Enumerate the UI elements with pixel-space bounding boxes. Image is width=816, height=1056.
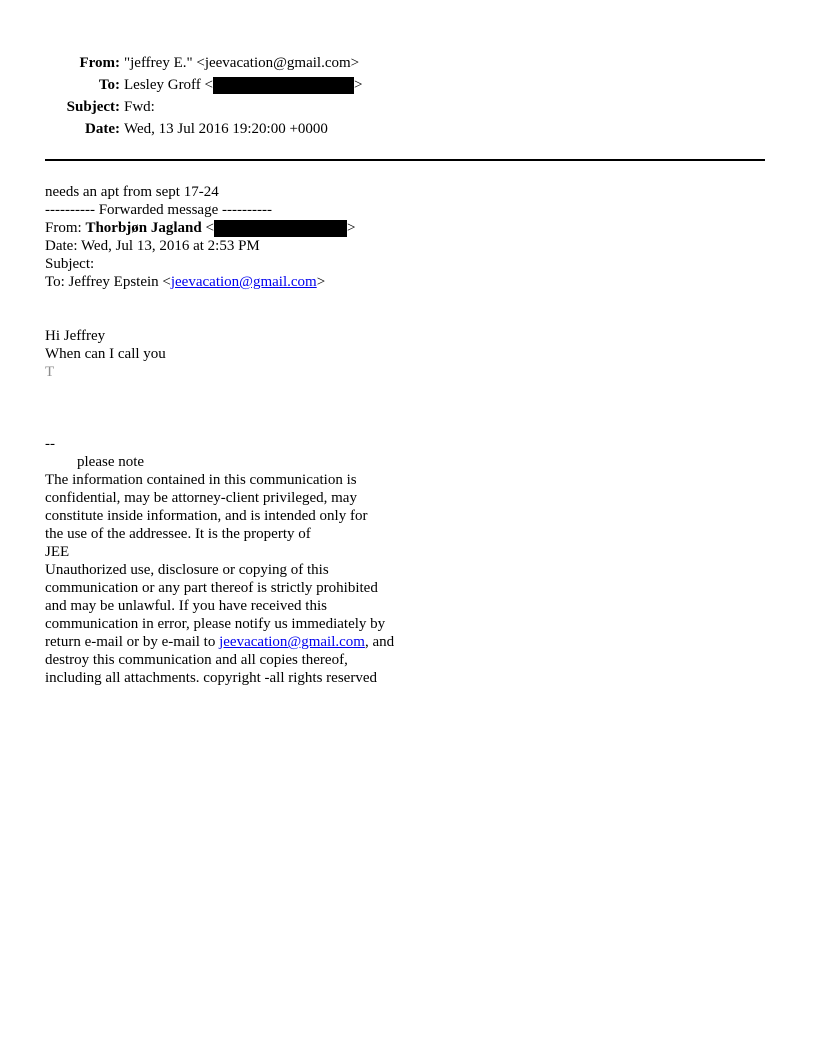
forwarded-from-line	[45, 219, 785, 237]
email-body	[45, 183, 785, 687]
fwd-from-prefix: From:	[45, 220, 86, 236]
disclaimer-line: communication in error, please notify us immediately by	[45, 616, 386, 632]
disclaimer-line: the use of the addressee. It is the property of	[45, 526, 311, 542]
date-label: Date:	[85, 121, 120, 137]
disclaimer-line: including all attachments. copyright -all rights reserved	[45, 670, 377, 686]
please-note-line: please note	[77, 454, 145, 470]
redaction-box	[214, 220, 347, 237]
fwd-from-close: >	[346, 220, 356, 236]
header-subject-row	[0, 96, 816, 118]
intro-line: needs an apt from sept 17-24	[45, 184, 219, 200]
forwarded-marker: ---------- Forwarded message ----------	[45, 202, 272, 218]
disclaimer-prefix: return e-mail or by e-mail to	[45, 634, 220, 650]
disclaimer-line: and may be unlawful. If you have received this	[45, 598, 327, 614]
signature-separator: --	[45, 436, 55, 452]
redaction-box	[213, 77, 354, 94]
from-value: "jeffrey E." <jeevacation@gmail.com>	[124, 55, 360, 71]
to-label: To:	[98, 77, 120, 93]
email-header	[0, 52, 816, 140]
greeting-line: Hi Jeffrey	[45, 328, 106, 344]
forwarded-date-line: Date: Wed, Jul 13, 2016 at 2:53 PM	[45, 238, 260, 254]
disclaimer-email-link[interactable]: jeevacation@gmail.com	[219, 634, 365, 650]
fwd-to-close: >	[316, 274, 326, 290]
disclaimer-line: communication or any part thereof is strictly prohibited	[45, 580, 378, 596]
disclaimer-line: Unauthorized use, disclosure or copying of this	[45, 562, 329, 578]
date-value: Wed, 13 Jul 2016 19:20:00 +0000	[124, 121, 328, 137]
fwd-to-prefix: To: Jeffrey Epstein <	[45, 274, 171, 290]
subject-label: Subject:	[66, 99, 120, 115]
fwd-to-email-link[interactable]: jeevacation@gmail.com	[170, 274, 317, 290]
header-from-row	[0, 52, 816, 74]
message-line: When can I call you	[45, 346, 166, 362]
disclaimer-line: destroy this communication and all copies thereof,	[45, 652, 348, 668]
disclaimer-line: constitute inside information, and is intended only for	[45, 508, 368, 524]
fwd-from-name: Thorbjøn Jagland	[85, 220, 202, 236]
fwd-from-open: <	[201, 220, 214, 236]
sender-initial: T	[45, 364, 55, 380]
disclaimer-line: The information contained in this communication is	[45, 472, 357, 488]
disclaimer-suffix: , and	[364, 634, 395, 650]
from-label: From:	[79, 55, 120, 71]
disclaimer-line: confidential, may be attorney-client privileged, may	[45, 490, 357, 506]
header-date-row	[0, 118, 816, 140]
forwarded-subject-line: Subject:	[45, 256, 95, 272]
disclaimer-line: JEE	[45, 544, 70, 560]
subject-value: Fwd:	[124, 99, 155, 115]
disclaimer-line	[45, 633, 785, 651]
header-divider	[45, 159, 765, 161]
to-close: >	[354, 77, 363, 93]
to-name: Lesley Groff <	[124, 77, 213, 93]
header-to-row	[0, 74, 816, 96]
forwarded-to-line	[45, 273, 785, 291]
